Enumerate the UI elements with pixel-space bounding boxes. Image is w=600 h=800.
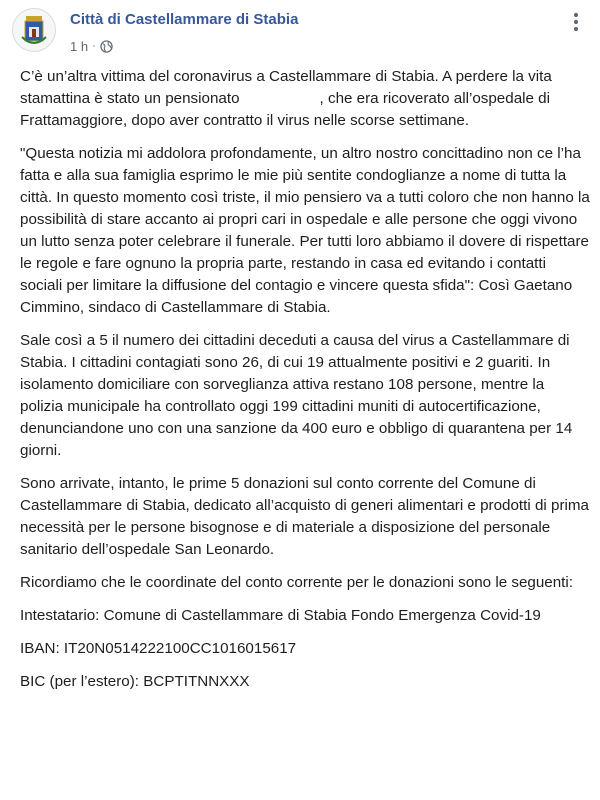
post-timestamp[interactable]: 1 h (70, 38, 89, 54)
post-meta (70, 38, 113, 54)
post-paragraph: Sale così a 5 il numero dei cittadini deceduti a causa del virus a Castellammare di Stabia. I cittadini contagiati sono 26, di cui 19 attualmente positivi e 2 guariti. In isolamento domiciliare con sorveglianza attiva restano 108 persone, mentre la polizia municipale ha controllato oggi 199 cittadini muniti di autocertificazione, denunciandone uno con una sanzione da 400 euro e obbligo di quarantena per 14 giorni. (20, 332, 573, 459)
post-body (20, 66, 590, 704)
meta-separator: · (92, 40, 96, 52)
page-avatar[interactable] (12, 8, 56, 52)
post-paragraph: Intestatario: Comune di Castellammare di Stabia Fondo Emergenza Covid-19 (20, 607, 541, 624)
page-name-link[interactable]: Città di Castellammare di Stabia (70, 11, 299, 28)
post-paragraph (20, 66, 590, 132)
paragraph-text: , che era ricoverato all’ospedale di Frattamaggiore, dopo aver contratto il virus nelle scorse settimane. (20, 90, 551, 129)
iban-line: IBAN: IT20N0514222100CC1016015617 (20, 640, 297, 657)
globe-icon[interactable] (100, 40, 113, 53)
paragraph-text: C’è un’altra vittima del coronavirus a Castellammare di Stabia. A perdere la vita stamattina è stato un pensionato (20, 68, 552, 107)
post-paragraph: Sono arrivate, intanto, le prime 5 donazioni sul conto corrente del Comune di Castellammare di Stabia, dedicato all’acquisto di generi alimentari e prodotti di prima necessità per le persone bisognose e di materiale a disposizione del personale sanitario dell’ospedale San Leonardo. (20, 475, 589, 558)
more-vertical-icon (573, 12, 579, 32)
bic-line: BIC (per l’estero): BCPTITNNXXX (20, 673, 250, 690)
more-options-button[interactable] (564, 10, 588, 34)
post-paragraph: "Questa notizia mi addolora profondamente, un altro nostro concittadino non ce l’ha fatta e alla sua famiglia esprimo le mie più sentite condoglianze a nome di tutta la città. In questo momento così triste, il mio pensiero va a tutti coloro che non hanno la possibilità di stare accanto ai propri cari in ospedale e alle persone che oggi vivono un lutto senza poter celebrare il funerale. Per tutti loro abbiamo il dovere di rispettare le regole e fare ognuno la propria parte, restando in casa ed evitando i contatti sociali per limitare la diffusione del contagio e vincere questa sfida": Così Gaetano Cimmino, sindaco di Castellammare di Stabia. (20, 145, 590, 316)
post-paragraph: Ricordiamo che le coordinate del conto corrente per le donazioni sono le seguenti: (20, 574, 573, 591)
post-header (0, 0, 600, 62)
city-crest-logo (13, 9, 55, 51)
